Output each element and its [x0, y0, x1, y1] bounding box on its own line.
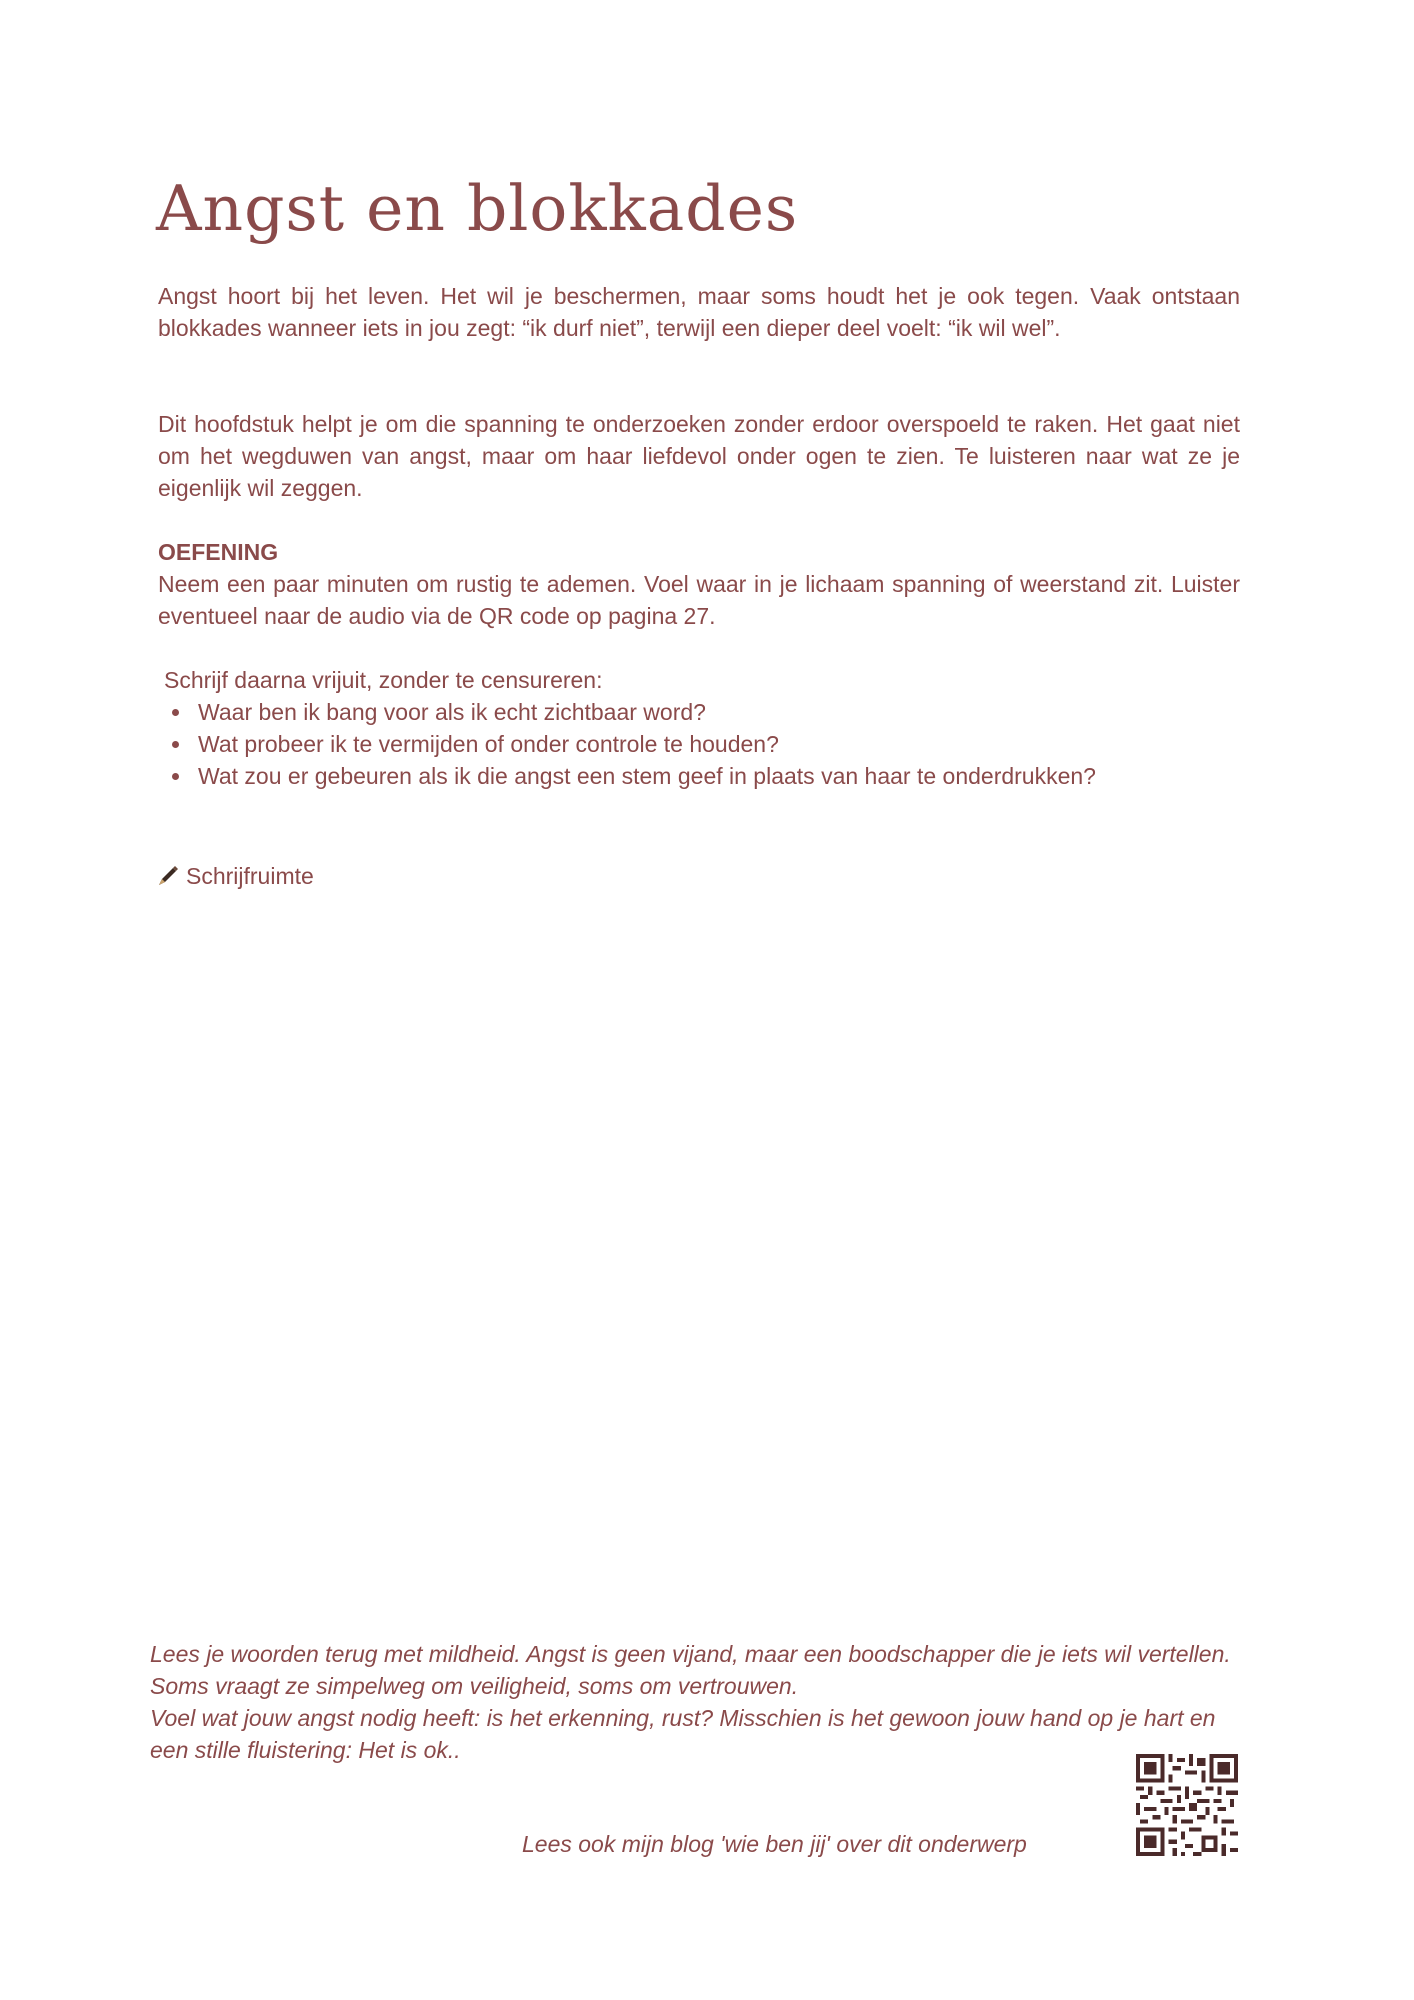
list-item: Wat probeer ik te vermijden of onder controle te houden?: [170, 728, 1096, 760]
blog-note: Lees ook mijn blog 'wie ben jij' over dit onderwerp: [522, 1831, 1027, 1857]
list-item: Wat zou er gebeuren als ik die angst een stem geef in plaats van haar te onderdrukken?: [170, 760, 1096, 792]
exercise-text: Neem een paar minuten om rustig te ademen. Voel waar in je lichaam spanning of weerstand zit. Luister eventueel naar de audio via de QR code op pagina 27.: [158, 571, 1240, 629]
qr-code-icon[interactable]: [1136, 1754, 1238, 1856]
page-title: Angst en blokkades: [156, 172, 799, 245]
list-item: Waar ben ik bang voor als ik echt zichtbaar word?: [170, 696, 1096, 728]
closing-line: Lees je woorden terug met mildheid. Angst is geen vijand, maar een boodschapper die je iets wil vertellen. Soms vraagt ze simpelweg om veiligheid, soms om vertrouwen.: [150, 1641, 1231, 1699]
intro-paragraph: Angst hoort bij het leven. Het wil je beschermen, maar soms houdt het je ook tegen. Vaak ontstaan blokkades wanneer iets in jou zegt: “ik durf niet”, terwijl een dieper deel voelt: “ik wil wel”.: [158, 283, 1240, 341]
writing-space-label: Schrijfruimte: [186, 863, 314, 889]
exercise-intro: Schrijf daarna vrijuit, zonder te censureren:: [164, 667, 603, 693]
chapter-paragraph: Dit hoofdstuk helpt je om die spanning te onderzoeken zonder erdoor overspoeld te raken. Het gaat niet om het wegduwen van angst, maar om haar liefdevol onder ogen te zien. Te luisteren naar wat ze je eigenlijk wil zeggen.: [158, 411, 1240, 501]
question-list: [170, 696, 1096, 792]
pen-icon: [156, 864, 180, 888]
exercise-heading: OEFENING: [158, 539, 279, 565]
closing-line: Voel wat jouw angst nodig heeft: is het erkenning, rust? Misschien is het gewoon jouw hand op je hart en een stille fluistering: Het is ok..: [150, 1705, 1216, 1763]
writing-space: [156, 860, 314, 892]
closing-text: [150, 1638, 1246, 1766]
